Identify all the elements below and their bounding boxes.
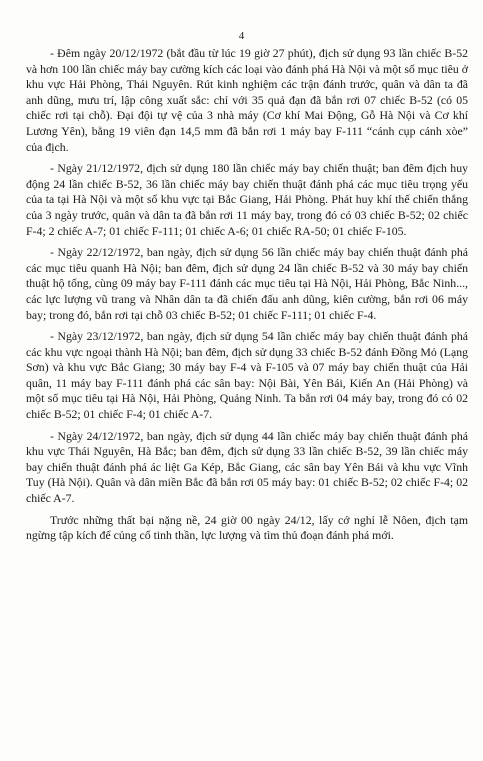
paragraph-dec-24: - Ngày 24/12/1972, ban ngày, địch sử dụng 44 lần chiếc máy bay chiến thuật đánh phá khu vực Thái Nguyên, Hà Bắc; ban đêm, địch sử dụng 33 lần chiếc B-52, 39 lần chiếc máy bay chiến thuật đánh phá ác liệt Ga Kép, Bắc Giang, các sân bay Yên Bái và khu vực Vĩnh Tuy (Hà Nội). Quân và dân miền Bắc đã bắn rơi 05 máy bay: 01 chiếc B-52; 02 chiếc F-4; 02 chiếc A-7. xyxy=(26,428,468,506)
paragraph-dec-23: - Ngày 23/12/1972, ban ngày, địch sử dụng 54 lần chiếc máy bay chiến thuật đánh phá các khu vực ngoại thành Hà Nội; ban đêm, địch sử dụng 33 chiếc B-52 đánh Đồng Mỏ (Lạng Sơn) và khu vực Bắc Giang; 30 máy bay F-4 và F-105 và 07 máy bay chiến thuật của Hải quân, 11 máy bay F-111 đánh phá các sân bay: Nội Bài, Yên Bái, Kiến An (Hải Phòng) và một số mục tiêu tại Hà Nội, Hải Phòng, Quảng Ninh. Ta bắn rơi 04 máy bay, trong đó có 02 chiếc B-52; 01 chiếc F-4; 01 chiếc A-7. xyxy=(26,329,468,422)
paragraph-dec-21: - Ngày 21/12/1972, địch sử dụng 180 lần chiếc máy bay chiến thuật; ban đêm địch huy động 24 lần chiếc B-52, 36 lần chiếc máy bay chiến thuật đánh phá các mục tiêu trọng yếu của ta tại Hà Nội và một số khu vực tại Bắc Giang, Hải Phòng. Phát huy khí thế chiến thắng của 3 ngày trước, quân và dân ta đã bắn rơi 11 máy bay, trong đó có 03 chiếc B-52; 02 chiếc F-4; 2 chiếc A-7; 01 chiếc F-111; 01 chiếc A-6; 01 chiếc RA-50; 01 chiếc F-105. xyxy=(26,161,468,238)
document-body xyxy=(26,46,468,550)
paragraph-dec-22: - Ngày 22/12/1972, ban ngày, địch sử dụng 56 lần chiếc máy bay chiến thuật đánh phá các mục tiêu quanh Hà Nội; ban đêm, địch sử dụng 24 lần chiếc B-52 và 30 máy bay chiến thuật hộ tống, cùng 09 máy bay F-111 đánh các mục tiêu tại Hà Nội, Hải Phòng, Bắc Ninh..., các lực lượng vũ trang và Nhân dân ta đã chiến đấu anh dũng, kiên cường, bắn rơi 06 máy bay; trong đó, bắn rơi tại chỗ 03 chiếc B-52; 01 chiếc F-111; 01 chiếc F-4. xyxy=(26,245,468,322)
paragraph-christmas-pause: Trước những thất bại nặng nề, 24 giờ 00 ngày 24/12, lấy cớ nghỉ lễ Nôen, địch tạm ngừng tập kích để củng cố tinh thần, lực lượng và tìm thủ đoạn đánh phá mới. xyxy=(26,512,468,543)
paragraph-dec-20: - Đêm ngày 20/12/1972 (bắt đầu từ lúc 19 giờ 27 phút), địch sử dụng 93 lần chiếc B-52 và hơn 100 lần chiếc máy bay cường kích các loại vào đánh phá Hà Nội và một số mục tiêu ở khu vực Hải Phòng, Thái Nguyên. Rút kinh nghiệm các trận đánh trước, quân và dân ta đã anh dũng, mưu trí, lập công xuất sắc: chỉ với 35 quả đạn đã bắn rơi 07 chiếc B-52 (có 05 chiếc rơi tại chỗ). Đại đội tự vệ của 3 nhà máy (Cơ khí Mai Động, Gỗ Hà Nội và Cơ khí Lương Yên), bằng 19 viên đạn 14,5 mm đã bắn rơi 1 máy bay F-111 “cánh cụp cánh xòe” của địch. xyxy=(26,46,468,154)
page-number: 4 xyxy=(238,30,245,42)
